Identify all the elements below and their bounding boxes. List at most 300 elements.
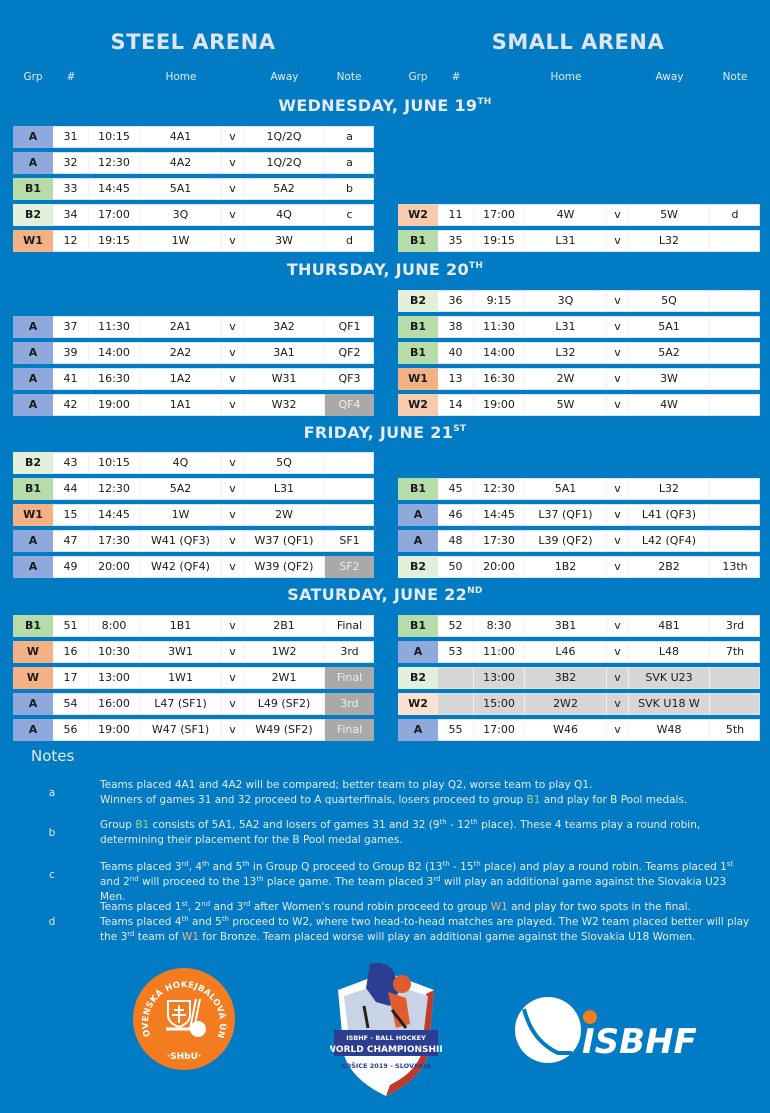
day-heading-saturday: SATURDAY, JUNE 22ND: [287, 585, 483, 604]
match-home: L47 (SF1): [140, 693, 222, 715]
match-note: [710, 504, 760, 526]
match-num: [438, 693, 474, 715]
match-away: 3W: [629, 368, 710, 390]
match-home: 4A2: [140, 152, 222, 174]
match-time: 17:00: [474, 204, 525, 226]
isbhf-ball-icon: [515, 997, 581, 1063]
match-away: W37 (QF1): [244, 530, 325, 552]
match-row: [398, 693, 760, 715]
match-grp: B1: [13, 615, 53, 637]
match-grp: B1: [398, 230, 438, 252]
shbu-abbr: ·SHbU·: [166, 1052, 202, 1062]
match-away: 5A2: [629, 342, 710, 364]
match-note: d: [731, 208, 739, 221]
match-home: 1A1: [140, 394, 222, 416]
match-time: 10:30: [89, 641, 140, 663]
match-note: QF4: [325, 394, 374, 416]
match-grp: A: [13, 152, 53, 174]
match-grp: A: [13, 126, 53, 148]
match-grp: B1: [398, 615, 438, 637]
match-versus: v: [607, 230, 629, 252]
match-row: [398, 641, 760, 663]
match-away: L49 (SF2): [244, 693, 325, 715]
match-away: L48: [629, 641, 710, 663]
match-grp: W1: [13, 504, 53, 526]
match-num: 53: [438, 641, 474, 663]
match-grp: A: [13, 719, 53, 741]
match-time: 12:30: [89, 152, 140, 174]
match-grp: A: [398, 530, 438, 552]
col-num-right: #: [451, 71, 461, 83]
match-versus: v: [607, 615, 629, 637]
match-grp: A: [398, 641, 438, 663]
match-time: 10:15: [89, 452, 140, 474]
note-text: Teams placed 4A1 and 4A2 will be compared; better team to play Q2, worse team to play Q1. Winners of games 31 and 32 proceed to A quarterfinals, losers proceed to group B1 and play for B Pool medals.: [100, 779, 688, 806]
match-away: L42 (QF4): [629, 530, 710, 552]
match-versus: v: [222, 178, 244, 200]
steel-arena-title: STEEL ARENA: [110, 30, 276, 54]
match-grp: B2: [13, 452, 53, 474]
match-num: 48: [438, 530, 474, 552]
match-num: 38: [438, 316, 474, 338]
match-away: L31: [244, 478, 325, 500]
match-note: QF3: [338, 372, 361, 385]
shbu-logo: [130, 965, 238, 1073]
match-note: 7th: [725, 645, 745, 658]
match-num: 40: [438, 342, 474, 364]
match-note: [325, 504, 374, 526]
match-time: 17:30: [89, 530, 140, 552]
match-num: 52: [438, 615, 474, 637]
match-versus: v: [222, 152, 244, 174]
match-home: 1W1: [140, 667, 222, 689]
match-home: W47 (SF1): [140, 719, 222, 741]
match-num: 41: [53, 368, 89, 390]
match-home: 3W1: [140, 641, 222, 663]
match-grp: W1: [13, 230, 53, 252]
match-away: L41 (QF3): [629, 504, 710, 526]
match-away: 3A2: [244, 316, 325, 338]
match-grp: W: [13, 641, 53, 663]
match-num: 55: [438, 719, 474, 741]
match-time: 15:00: [474, 693, 525, 715]
match-note: [710, 368, 760, 390]
col-away-left: Away: [270, 71, 299, 83]
match-row: [398, 230, 760, 252]
match-time: 8:30: [474, 615, 525, 637]
match-versus: v: [222, 530, 244, 552]
championship-line1: ISBHF - BALL HOCKEY: [346, 1034, 426, 1042]
match-num: 54: [53, 693, 89, 715]
match-note: [710, 478, 760, 500]
match-row: [13, 394, 374, 416]
match-versus: v: [222, 368, 244, 390]
match-num: 36: [438, 290, 474, 312]
match-time: 19:15: [474, 230, 525, 252]
match-row: [398, 478, 760, 500]
match-row: [13, 478, 374, 500]
col-grp-left: Grp: [23, 71, 43, 83]
match-away: 2W1: [244, 667, 325, 689]
match-row: [13, 342, 374, 364]
match-away: 3W: [244, 230, 325, 252]
match-num: 35: [438, 230, 474, 252]
match-grp: B1: [398, 342, 438, 364]
match-time: 14:45: [89, 178, 140, 200]
match-time: 16:30: [474, 368, 525, 390]
match-versus: v: [222, 615, 244, 637]
match-time: 13:00: [89, 667, 140, 689]
match-home: L31: [525, 316, 607, 338]
match-row: [13, 504, 374, 526]
match-time: 8:00: [89, 615, 140, 637]
match-grp: B1: [398, 478, 438, 500]
match-away: W49 (SF2): [244, 719, 325, 741]
match-num: 45: [438, 478, 474, 500]
match-row: [13, 152, 374, 174]
match-away: 2W: [244, 504, 325, 526]
match-row: [398, 316, 760, 338]
match-versus: v: [607, 667, 629, 689]
match-note: Final: [325, 667, 374, 689]
match-home: 1W: [140, 504, 222, 526]
match-grp: A: [13, 316, 53, 338]
match-note: [710, 290, 760, 312]
match-home: 4Q: [140, 452, 222, 474]
match-num: 44: [53, 478, 89, 500]
day-heading-friday: FRIDAY, JUNE 21ST: [303, 423, 467, 442]
match-note: [325, 452, 374, 474]
day-heading-thursday: THURSDAY, JUNE 20TH: [286, 260, 484, 279]
match-home: L32: [525, 342, 607, 364]
match-away: SVK U18 W: [629, 693, 710, 715]
match-versus: v: [607, 342, 629, 364]
match-home: 1A2: [140, 368, 222, 390]
col-num-left: #: [66, 71, 76, 83]
match-grp: A: [13, 530, 53, 552]
match-versus: v: [222, 719, 244, 741]
match-row: [398, 719, 760, 741]
match-versus: v: [607, 290, 629, 312]
match-away: 5A1: [629, 316, 710, 338]
match-note: SF1: [339, 534, 360, 547]
match-num: 49: [53, 556, 89, 578]
match-note: 3rd: [725, 619, 745, 632]
match-away: 1Q/2Q: [244, 152, 325, 174]
match-time: 16:30: [89, 368, 140, 390]
match-num: 11: [438, 204, 474, 226]
match-note: 3rd: [325, 693, 374, 715]
match-time: 14:00: [89, 342, 140, 364]
match-versus: v: [222, 230, 244, 252]
match-home: 1B2: [525, 556, 607, 578]
match-away: 2B1: [244, 615, 325, 637]
match-home: L39 (QF2): [525, 530, 607, 552]
match-row: [398, 368, 760, 390]
match-home: 3B1: [525, 615, 607, 637]
note-letter: b: [48, 827, 56, 839]
match-num: 34: [53, 204, 89, 226]
match-num: 46: [438, 504, 474, 526]
match-num: 39: [53, 342, 89, 364]
match-home: 5W: [525, 394, 607, 416]
match-time: 17:30: [474, 530, 525, 552]
match-num: 32: [53, 152, 89, 174]
match-time: 14:45: [89, 504, 140, 526]
match-away: 1W2: [244, 641, 325, 663]
match-note: [710, 667, 760, 689]
match-home: 5A1: [140, 178, 222, 200]
match-time: 19:00: [89, 719, 140, 741]
match-home: 2A2: [140, 342, 222, 364]
match-row: [13, 178, 374, 200]
match-row: [13, 204, 374, 226]
match-versus: v: [222, 452, 244, 474]
match-row: [13, 368, 374, 390]
match-away: 3A1: [244, 342, 325, 364]
match-note: [710, 230, 760, 252]
match-away: W32: [244, 394, 325, 416]
note-letter: c: [49, 869, 55, 881]
match-versus: v: [222, 342, 244, 364]
note-text: Teams placed 1st, 2nd and 3rd after Women's round robin proceed to group W1 and play for two spots in the final. Teams placed 4th and 5th proceed to W2, where two head-to-head matches are played. The W2 team placed better will play the 3rd team of W1 for Bronze. Team placed worse will play an additional game against the Slovakia U18 Women.: [100, 900, 750, 943]
championship-line2: WORLD CHAMPIONSHIP: [330, 1045, 442, 1055]
col-home-right: Home: [550, 71, 582, 83]
match-row: [398, 667, 760, 689]
match-time: 16:00: [89, 693, 140, 715]
match-away: W31: [244, 368, 325, 390]
match-versus: v: [222, 478, 244, 500]
match-num: 17: [53, 667, 89, 689]
match-home: 2W2: [525, 693, 607, 715]
match-home: 4A1: [140, 126, 222, 148]
match-num: 31: [53, 126, 89, 148]
match-grp: W: [13, 667, 53, 689]
match-home: 5A2: [140, 478, 222, 500]
match-grp: W1: [398, 368, 438, 390]
match-away: 5W: [629, 204, 710, 226]
match-row: [13, 556, 374, 578]
match-away: 4B1: [629, 615, 710, 637]
match-note: [710, 316, 760, 338]
match-away: L32: [629, 230, 710, 252]
match-time: 14:00: [474, 342, 525, 364]
match-grp: B1: [13, 478, 53, 500]
match-time: 11:30: [89, 316, 140, 338]
match-away: 5A2: [244, 178, 325, 200]
match-row: [13, 693, 374, 715]
match-note: 13th: [722, 560, 748, 573]
match-num: 47: [53, 530, 89, 552]
match-versus: v: [222, 316, 244, 338]
match-away: SVK U23: [629, 667, 710, 689]
note-letter: d: [48, 916, 56, 928]
match-grp: W2: [398, 204, 438, 226]
match-grp: A: [13, 342, 53, 364]
small-arena-title: SMALL ARENA: [491, 30, 665, 54]
match-note: QF1: [338, 320, 361, 333]
match-row: [398, 342, 760, 364]
match-away: 5Q: [629, 290, 710, 312]
match-versus: v: [607, 530, 629, 552]
col-grp-right: Grp: [408, 71, 428, 83]
match-home: 3Q: [525, 290, 607, 312]
match-away: 5Q: [244, 452, 325, 474]
match-num: 12: [53, 230, 89, 252]
match-grp: B2: [13, 204, 53, 226]
match-versus: v: [222, 204, 244, 226]
match-grp: W2: [398, 693, 438, 715]
match-versus: v: [222, 126, 244, 148]
match-note: SF2: [325, 556, 374, 578]
match-grp: B1: [398, 316, 438, 338]
match-num: 50: [438, 556, 474, 578]
match-row: [13, 615, 374, 637]
championship-logo: [330, 960, 442, 1100]
match-versus: v: [607, 204, 629, 226]
isbhf-logo: [512, 995, 702, 1065]
match-num: 56: [53, 719, 89, 741]
col-note-left: Note: [336, 71, 362, 83]
match-versus: v: [607, 693, 629, 715]
match-home: 3B2: [525, 667, 607, 689]
match-num: [438, 667, 474, 689]
match-note: a: [346, 130, 353, 143]
match-time: 19:00: [89, 394, 140, 416]
match-home: 1B1: [140, 615, 222, 637]
match-row: [13, 126, 374, 148]
match-note: [710, 693, 760, 715]
match-home: W41 (QF3): [140, 530, 222, 552]
match-num: 51: [53, 615, 89, 637]
match-grp: A: [13, 394, 53, 416]
match-away: 1Q/2Q: [244, 126, 325, 148]
match-row: [398, 615, 760, 637]
championship-line3: KOŠICE 2019 - SLOVAKIA: [340, 1062, 432, 1070]
match-num: 37: [53, 316, 89, 338]
match-grp: A: [13, 693, 53, 715]
col-note-right: Note: [722, 71, 748, 83]
col-away-right: Away: [655, 71, 684, 83]
match-versus: v: [607, 719, 629, 741]
match-versus: v: [222, 641, 244, 663]
match-versus: v: [607, 504, 629, 526]
match-time: 19:15: [89, 230, 140, 252]
match-note: Final: [325, 719, 374, 741]
match-grp: A: [13, 368, 53, 390]
match-note: d: [346, 234, 353, 247]
match-grp: B2: [398, 556, 438, 578]
match-away: 2B2: [629, 556, 710, 578]
match-num: 14: [438, 394, 474, 416]
match-num: 42: [53, 394, 89, 416]
match-time: 17:00: [89, 204, 140, 226]
match-home: W46: [525, 719, 607, 741]
match-row: [398, 504, 760, 526]
match-time: 10:15: [89, 126, 140, 148]
match-grp: A: [398, 504, 438, 526]
match-time: 20:00: [89, 556, 140, 578]
match-grp: A: [13, 556, 53, 578]
match-row: [13, 641, 374, 663]
match-note: QF2: [338, 346, 361, 359]
match-note: 5th: [725, 723, 745, 736]
match-time: 14:45: [474, 504, 525, 526]
match-home: 2W: [525, 368, 607, 390]
col-home-left: Home: [165, 71, 197, 83]
match-versus: v: [222, 667, 244, 689]
match-row: [13, 719, 374, 741]
match-row: [398, 556, 760, 578]
match-note: a: [346, 156, 353, 169]
match-home: 1W: [140, 230, 222, 252]
note-letter: a: [48, 787, 56, 799]
match-away: L32: [629, 478, 710, 500]
match-note: [325, 478, 374, 500]
match-note: b: [346, 182, 353, 195]
match-home: 4W: [525, 204, 607, 226]
match-note: c: [346, 208, 353, 221]
match-time: 20:00: [474, 556, 525, 578]
match-row: [398, 530, 760, 552]
match-home: L37 (QF1): [525, 504, 607, 526]
match-num: 16: [53, 641, 89, 663]
shbu-ring-text: OVENSKÁ HOKEJBALOVÁ ÚN: [140, 980, 228, 1040]
match-away: 4W: [629, 394, 710, 416]
match-note: [710, 394, 760, 416]
match-grp: B2: [398, 290, 438, 312]
match-versus: v: [222, 504, 244, 526]
match-away: W48: [629, 719, 710, 741]
match-versus: v: [607, 556, 629, 578]
match-row: [398, 290, 760, 312]
match-home: L31: [525, 230, 607, 252]
match-time: 17:00: [474, 719, 525, 741]
match-note: Final: [336, 619, 363, 632]
match-versus: v: [607, 316, 629, 338]
match-home: 3Q: [140, 204, 222, 226]
match-row: [398, 394, 760, 416]
match-versus: v: [607, 478, 629, 500]
match-time: 11:30: [474, 316, 525, 338]
match-row: [13, 667, 374, 689]
match-time: 19:00: [474, 394, 525, 416]
match-time: 9:15: [474, 290, 525, 312]
match-time: 13:00: [474, 667, 525, 689]
match-num: 13: [438, 368, 474, 390]
notes-title: Notes: [31, 747, 75, 765]
match-home: L46: [525, 641, 607, 663]
match-num: 43: [53, 452, 89, 474]
match-note: [710, 530, 760, 552]
match-grp: B1: [13, 178, 53, 200]
match-row: [13, 452, 374, 474]
match-versus: v: [222, 394, 244, 416]
match-num: 33: [53, 178, 89, 200]
match-note: [710, 342, 760, 364]
match-time: 12:30: [474, 478, 525, 500]
match-row: [13, 230, 374, 252]
match-note: 3rd: [340, 645, 359, 658]
match-versus: v: [222, 556, 244, 578]
match-home: W42 (QF4): [140, 556, 222, 578]
match-time: 11:00: [474, 641, 525, 663]
match-away: 4Q: [244, 204, 325, 226]
match-row: [398, 204, 760, 226]
match-grp: B2: [398, 667, 438, 689]
match-grp: A: [398, 719, 438, 741]
match-row: [13, 316, 374, 338]
